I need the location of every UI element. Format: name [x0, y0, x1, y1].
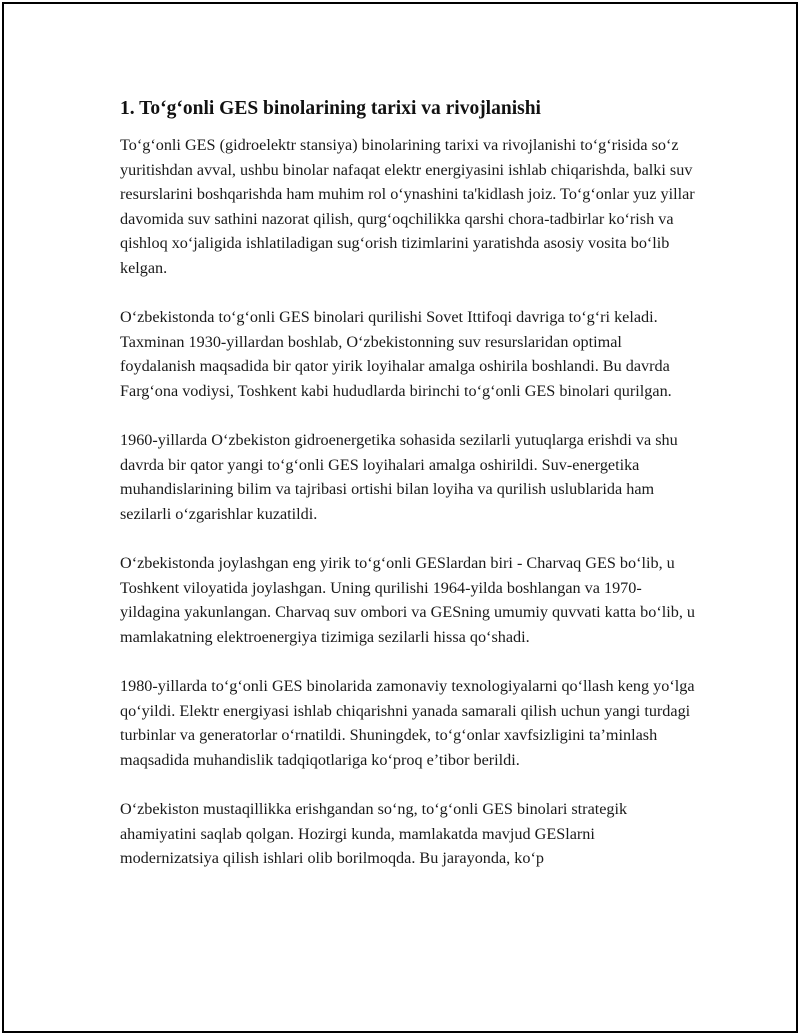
document-page: [2, 2, 798, 1033]
paragraph-2: O‘zbekistonda to‘g‘onli GES binolari qurilishi Sovet Ittifoqi davriga to‘g‘ri keladi. Taxminan 1930-yillardan boshlab, O‘zbekistonning suv resurslaridan optimal foydalanish maqsadida bir qator yirik loyihalar amalga oshirila boshlandi. Bu davrda Farg‘ona vodiysi, Toshkent kabi hududlarda birinchi to‘g‘onli GES binolari qurilgan.: [120, 308, 672, 400]
paragraph-4: O‘zbekistonda joylashgan eng yirik to‘g‘onli GESlardan biri - Charvaq GES bo‘lib, u Toshkent viloyatida joylashgan. Uning qurilishi 1964-yilda boshlangan va 1970-yildagina yakunlangan. Charvaq suv ombori va GESning umumiy quvvati katta bo‘lib, u mamlakatning elektroenergiya tizimiga sezilarli hissa qo‘shadi.: [120, 554, 696, 646]
paragraph-6: O‘zbekiston mustaqillikka erishgandan so‘ng, to‘g‘onli GES binolari strategik ahamiyatini saqlab qolgan. Hozirgi kunda, mamlakatda mavjud GESlarni modernizatsiya qilish ishlari olib borilmoqda. Bu jarayonda, ko‘p: [120, 800, 628, 868]
paragraph-5: 1980-yillarda to‘g‘onli GES binolarida zamonaviy texnologiyalarni qo‘llash keng yo‘lga qo‘yildi. Elektr energiyasi ishlab chiqarishni yanada samarali qilish uchun yangi turdagi turbinlar va generatorlar o‘rnatildi. Shuningdek, to‘g‘onlar xavfsizligini ta’minlash maqsadida muhandislik tadqiqotlariga ko‘proq e’tibor berildi.: [120, 677, 695, 769]
paragraph-3: 1960-yillarda O‘zbekiston gidroenergetika sohasida sezilarli yutuqlarga erishdi va shu davrda bir qator yangi to‘g‘onli GES loyihalari amalga oshirildi. Suv-energetika muhandislarining bilim va tajribasi ortishi bilan loyiha va qurilish uslublarida ham sezilarli o‘zgarishlar kuzatildi.: [120, 431, 678, 523]
section-title: 1. To‘g‘onli GES binolarining tarixi va rivojlanishi: [120, 98, 541, 119]
document-body: [120, 94, 695, 896]
paragraph-1: To‘g‘onli GES (gidroelektr stansiya) binolarining tarixi va rivojlanishi to‘g‘risida so‘z yuritishdan avval, ushbu binolar nafaqat elektr energiyasini ishlab chiqarishda, balki suv resurslarini boshqarishda ham muhim rol o‘ynashini ta'kidlash joiz. To‘g‘onlar yuz yillar davomida suv sathini nazorat qilish, qurg‘oqchilikka qarshi chora-tadbirlar ko‘rish va qishloq xo‘jaligida ishlatiladigan sug‘orish tizimlarini yaratishda asosiy vosita bo‘lib kelgan.: [120, 136, 695, 277]
